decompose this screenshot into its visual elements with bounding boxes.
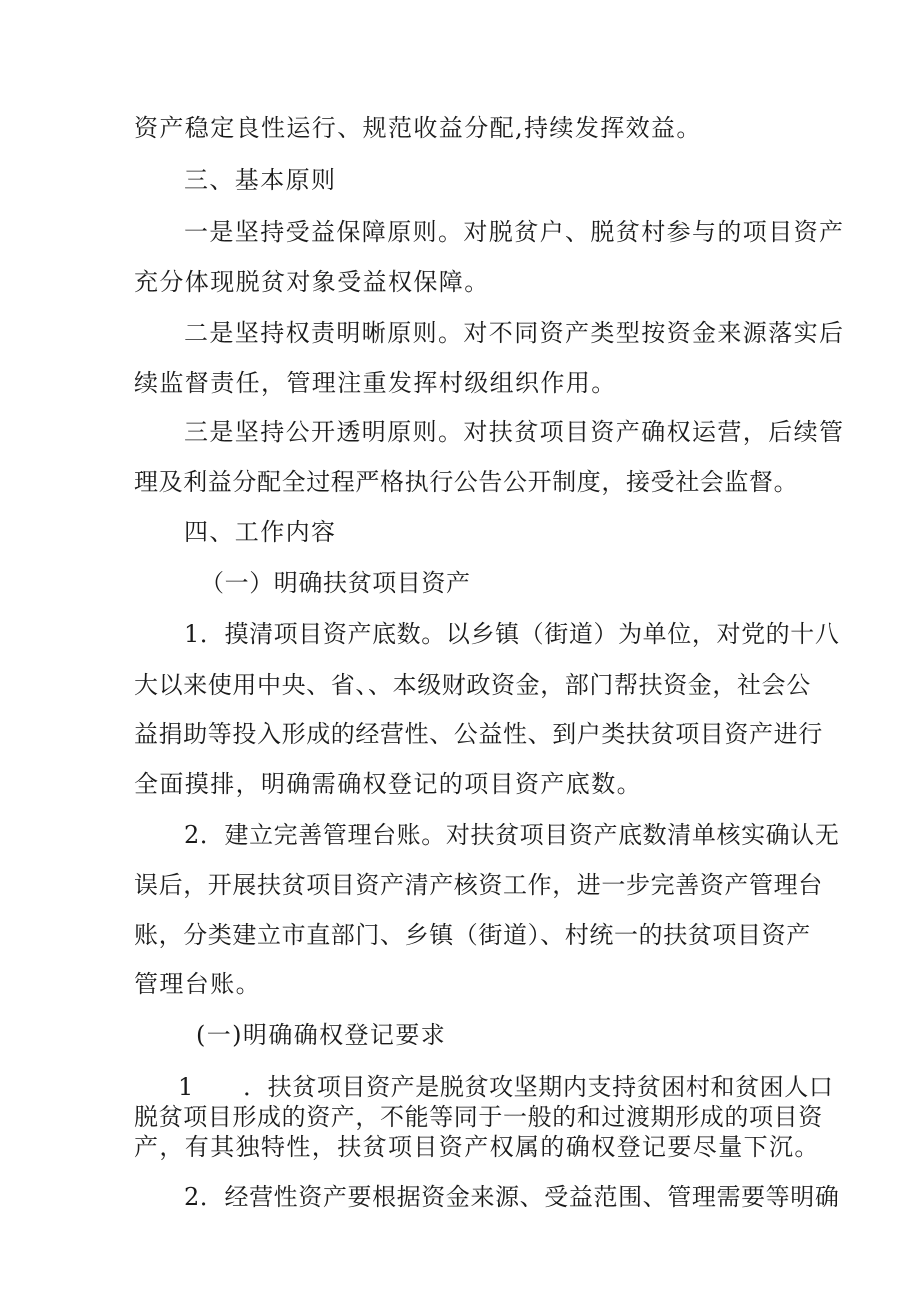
paragraph-line: 大以来使用中央、省、、本级财政资金，部门帮扶资金，社会公 [134,671,811,699]
paragraph-line: 充分体现脱贫对象受益权保障。 [134,268,490,296]
paragraph-line: 产，有其独特性，扶贫项目资产权属的确权登记要尽量下沉。 [134,1133,820,1161]
paragraph-line: 全面摸排，明确需确权登记的项目资产底数。 [134,770,642,798]
paragraph-line: 脱贫项目形成的资产，不能等同于一般的和过渡期形成的项目资 [134,1103,823,1131]
paragraph-line: 误后，开展扶贫项目资产清产核资工作，进一步完善资产管理台 [134,871,823,899]
paragraph-line: 一是坚持受益保障原则。对脱贫户、脱贫村参与的项目资产 [184,218,845,246]
paragraph-line: 1．摸清项目资产底数。以乡镇（街道）为单位，对党的十八 [184,620,840,648]
paragraph-line: 2．经营性资产要根据资金来源、受益范围、管理需要等明确 [184,1183,840,1211]
paragraph-line: 管理台账。 [134,970,261,998]
paragraph-line: 续监督责任，管理注重发挥村级组织作用。 [134,369,617,397]
subsection-heading: (一)明确确权登记要求 [196,1021,447,1049]
paragraph-line: 益捐助等投入形成的经营性、公益性、到户类扶贫项目资产进行 [134,720,823,748]
paragraph-line: 2．建立完善管理台账。对扶贫项目资产底数清单核实确认无 [184,821,840,849]
paragraph-line: 账，分类建立市直部门、乡镇（街道）、村统一的扶贫项目资产 [134,921,811,949]
subsection-heading: （一）明确扶贫项目资产 [200,569,471,597]
paragraph-line: 理及利益分配全过程严格执行公告公开制度，接受社会监督。 [134,468,799,496]
paragraph-line: 资产稳定良性运行、规范收益分配,持续发挥效益。 [134,114,702,142]
paragraph-line: 二是坚持权责明晰原则。对不同资产类型按资金来源落实后 [184,319,845,347]
paragraph-line: 三是坚持公开透明原则。对扶贫项目资产确权运营，后续管 [184,418,845,446]
section-heading: 四、工作内容 [184,518,337,546]
section-heading: 三、基本原则 [184,166,337,194]
paragraph-line: 1 ．扶贫项目资产是脱贫攻坚期内支持贫困村和贫困人口 [178,1073,834,1101]
